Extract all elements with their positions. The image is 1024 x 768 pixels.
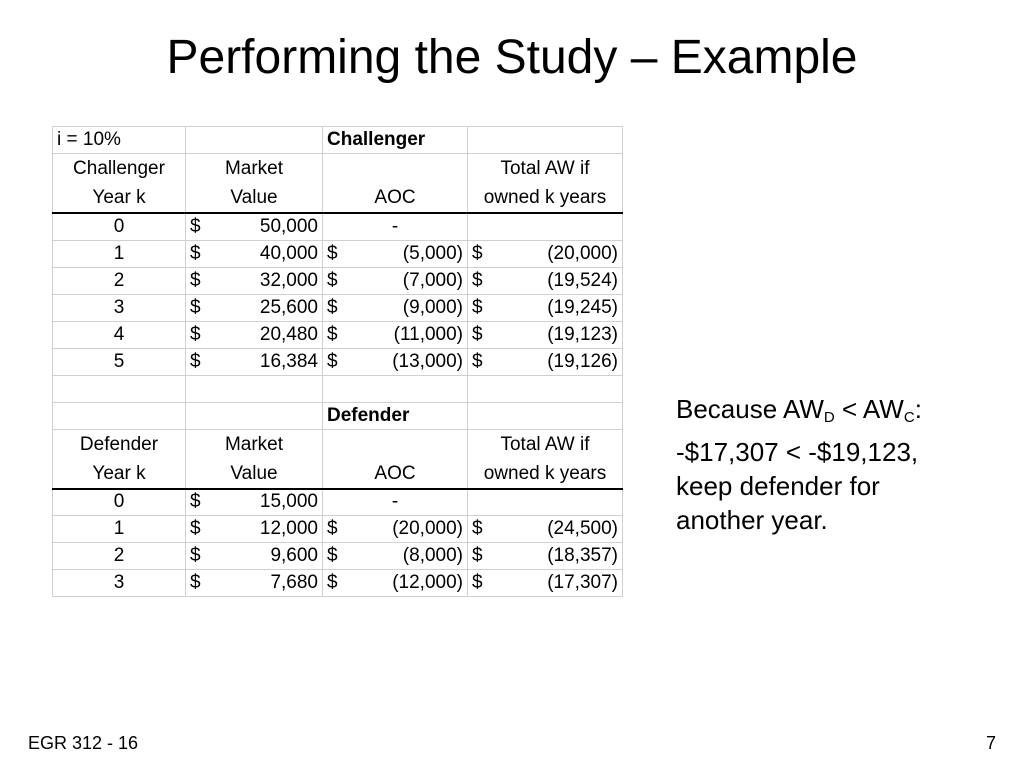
- total-aw-value: (18,357): [547, 545, 618, 566]
- blank-row: [53, 375, 623, 402]
- aoc-cell: -: [391, 491, 399, 513]
- currency-sign: $: [472, 269, 483, 291]
- aoc: [327, 351, 463, 373]
- total-aw-value: (24,500): [547, 518, 618, 539]
- section-challenger-label: Challenger: [327, 129, 426, 150]
- currency-sign: $: [472, 323, 483, 345]
- note-sub-c: C: [903, 409, 915, 426]
- market-value-value: 9,600: [270, 545, 318, 566]
- aoc: [327, 324, 463, 346]
- challenger-mv-h1: Market: [224, 158, 284, 179]
- year-cell: 2: [113, 269, 125, 291]
- market-value: [190, 491, 318, 513]
- currency-sign: $: [327, 350, 338, 372]
- defender-mv-h2: Value: [230, 462, 278, 484]
- year-cell: 4: [113, 323, 125, 345]
- market-value-value: 20,480: [259, 323, 318, 345]
- total-aw-value: (19,126): [547, 350, 618, 372]
- market-value: [190, 545, 318, 567]
- note-line2: -$17,307 < -$19,123,: [676, 437, 919, 467]
- aoc: [327, 297, 463, 319]
- note-line3: keep defender for: [676, 471, 880, 501]
- total-aw: [472, 297, 618, 319]
- currency-sign: $: [190, 323, 201, 345]
- total-aw: [472, 572, 618, 594]
- year-cell: 1: [113, 518, 125, 539]
- year-cell: 5: [113, 350, 125, 372]
- defender-header-row: [53, 429, 623, 489]
- defender-year-h2: Year k: [92, 462, 146, 484]
- challenger-mv-h2: Value: [230, 187, 278, 208]
- market-value: [190, 270, 318, 292]
- table-row: [53, 516, 623, 543]
- market-value-value: 12,000: [259, 518, 318, 539]
- aoc: [327, 518, 463, 540]
- defender-aoc-h: AOC: [374, 462, 416, 484]
- market-value-value: 32,000: [259, 269, 318, 291]
- table-row: [53, 240, 623, 267]
- currency-sign: $: [472, 545, 483, 566]
- table-row: [53, 570, 623, 597]
- conclusion-note: [676, 392, 996, 537]
- currency-sign: $: [472, 572, 483, 593]
- slide-title: Performing the Study – Example: [166, 31, 858, 84]
- year-cell: 0: [113, 215, 125, 237]
- market-value: [190, 572, 318, 594]
- market-value-value: 40,000: [259, 242, 318, 264]
- total-aw-value: (19,123): [547, 323, 618, 345]
- market-value: [190, 324, 318, 346]
- currency-sign: $: [327, 572, 338, 593]
- currency-sign: $: [472, 242, 483, 264]
- table-row: [53, 543, 623, 570]
- market-value: [190, 243, 318, 265]
- defender-label-row: [53, 402, 623, 429]
- aoc: [327, 243, 463, 265]
- table-row: [53, 294, 623, 321]
- defender-mv-h1: Market: [224, 433, 284, 455]
- defender-aw-h1: Total AW if: [500, 433, 590, 455]
- currency-sign: $: [190, 518, 201, 539]
- year-cell: 0: [113, 491, 125, 513]
- challenger-aw-h1: Total AW if: [500, 158, 590, 179]
- aoc-value: (11,000): [393, 323, 463, 345]
- currency-sign: $: [472, 296, 483, 318]
- currency-sign: $: [327, 323, 338, 345]
- market-value: [190, 216, 318, 238]
- aoc-value: (9,000): [402, 296, 463, 318]
- aoc-value: (20,000): [392, 518, 463, 539]
- table-row: [53, 348, 623, 375]
- note-line4: another year.: [676, 505, 828, 535]
- year-cell: 1: [113, 242, 125, 264]
- currency-sign: $: [327, 296, 338, 318]
- market-value: [190, 518, 318, 540]
- defender-year-h1: Defender: [79, 433, 159, 455]
- challenger-year-h2: Year k: [92, 187, 146, 208]
- market-value-value: 16,384: [259, 350, 318, 372]
- market-value: [190, 351, 318, 373]
- total-aw-value: (17,307): [547, 572, 618, 593]
- section-defender-label: Defender: [327, 404, 410, 426]
- note-lt: < AW: [834, 394, 904, 424]
- aoc-value: (12,000): [392, 572, 463, 593]
- market-value-value: 7,680: [270, 572, 318, 593]
- year-cell: 2: [113, 545, 125, 566]
- aoc-cell: -: [391, 215, 399, 237]
- aoc: [327, 572, 463, 594]
- total-aw: [472, 324, 618, 346]
- total-aw-value: (19,524): [547, 269, 618, 291]
- note-colon: :: [914, 394, 922, 424]
- currency-sign: $: [472, 350, 483, 372]
- total-aw: [472, 545, 618, 567]
- currency-sign: $: [190, 572, 201, 593]
- replacement-study-table: [52, 126, 623, 597]
- market-value: [190, 297, 318, 319]
- table-row: [53, 213, 623, 240]
- currency-sign: $: [327, 518, 338, 539]
- table-row: [53, 489, 623, 516]
- currency-sign: $: [472, 518, 483, 539]
- currency-sign: $: [190, 242, 201, 264]
- market-value-value: 25,600: [259, 296, 318, 318]
- aoc-value: (5,000): [402, 242, 463, 264]
- interest-rate: i = 10%: [57, 129, 121, 150]
- table-row: [53, 321, 623, 348]
- currency-sign: $: [190, 296, 201, 318]
- total-aw: [472, 351, 618, 373]
- market-value-value: 50,000: [259, 215, 318, 237]
- challenger-header-row: [53, 154, 623, 214]
- aoc: [327, 545, 463, 567]
- aoc-value: (13,000): [392, 350, 463, 372]
- currency-sign: $: [327, 545, 338, 566]
- table-row: [53, 267, 623, 294]
- currency-sign: $: [190, 350, 201, 372]
- currency-sign: $: [327, 242, 338, 264]
- aoc-value: (7,000): [402, 269, 463, 291]
- section-challenger: [323, 127, 468, 154]
- aoc-value: (8,000): [402, 545, 463, 566]
- aoc: [327, 270, 463, 292]
- total-aw-value: (20,000): [547, 242, 618, 264]
- challenger-year-h1: Challenger: [73, 158, 165, 179]
- challenger-aw-h2: owned k years: [483, 187, 607, 208]
- page-number: 7: [985, 733, 996, 753]
- total-aw: [472, 518, 618, 540]
- currency-sign: $: [190, 491, 201, 513]
- note-because: Because AW: [676, 394, 824, 424]
- currency-sign: $: [190, 545, 201, 566]
- challenger-aoc-h: AOC: [374, 187, 416, 208]
- currency-sign: $: [190, 269, 201, 291]
- footer-course: EGR 312 - 16: [28, 733, 139, 753]
- total-aw-value: (19,245): [547, 296, 618, 318]
- currency-sign: $: [327, 269, 338, 291]
- market-value-value: 15,000: [259, 491, 318, 513]
- defender-aw-h2: owned k years: [483, 462, 607, 484]
- total-aw: [472, 270, 618, 292]
- year-cell: 3: [113, 572, 125, 593]
- total-aw: [472, 243, 618, 265]
- currency-sign: $: [190, 215, 201, 237]
- note-sub-d: D: [823, 409, 835, 426]
- interest-row: [53, 127, 623, 154]
- year-cell: 3: [113, 296, 125, 318]
